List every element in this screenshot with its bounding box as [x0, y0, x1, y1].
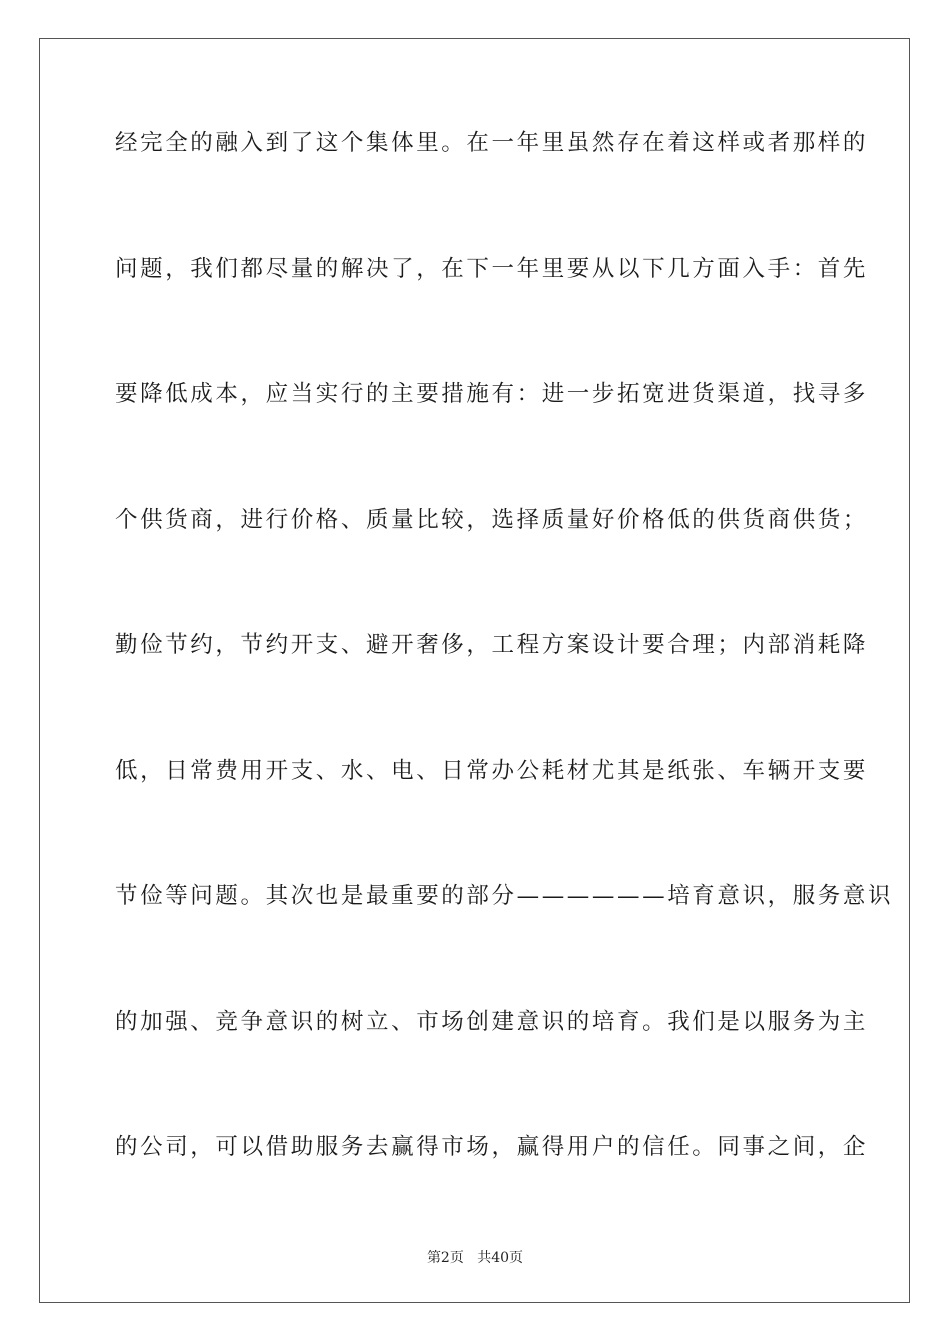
- document-body: [115, 128, 894, 1258]
- text-line: 节俭等问题。其次也是最重要的部分——————培育意识，服务意识: [115, 883, 894, 909]
- page-footer: [0, 1247, 950, 1267]
- text-line: 要降低成本，应当实行的主要措施有：进一步拓宽进货渠道，找寻多: [115, 381, 869, 407]
- text-line: 的公司，可以借助服务去赢得市场，赢得用户的信任。同事之间，企: [115, 1134, 869, 1160]
- text-line: 问题，我们都尽量的解决了，在下一年里要从以下几方面入手：首先: [115, 255, 869, 282]
- text-line: 勤俭节约，节约开支、避开奢侈，工程方案设计要合理；内部消耗降: [115, 632, 869, 658]
- total-pages: 共40页: [477, 1250, 524, 1266]
- text-line: 个供货商，进行价格、质量比较，选择质量好价格低的供货商供货；: [115, 506, 869, 533]
- text-line: 低，日常费用开支、水、电、日常办公耗材尤其是纸张、车辆开支要: [115, 757, 869, 784]
- text-line: 经完全的融入到了这个集体里。在一年里虽然存在着这样或者那样的: [115, 130, 869, 156]
- text-line: 的加强、竞争意识的树立、市场创建意识的培育。我们是以服务为主: [115, 1008, 869, 1035]
- page-number: 第2页: [426, 1250, 464, 1266]
